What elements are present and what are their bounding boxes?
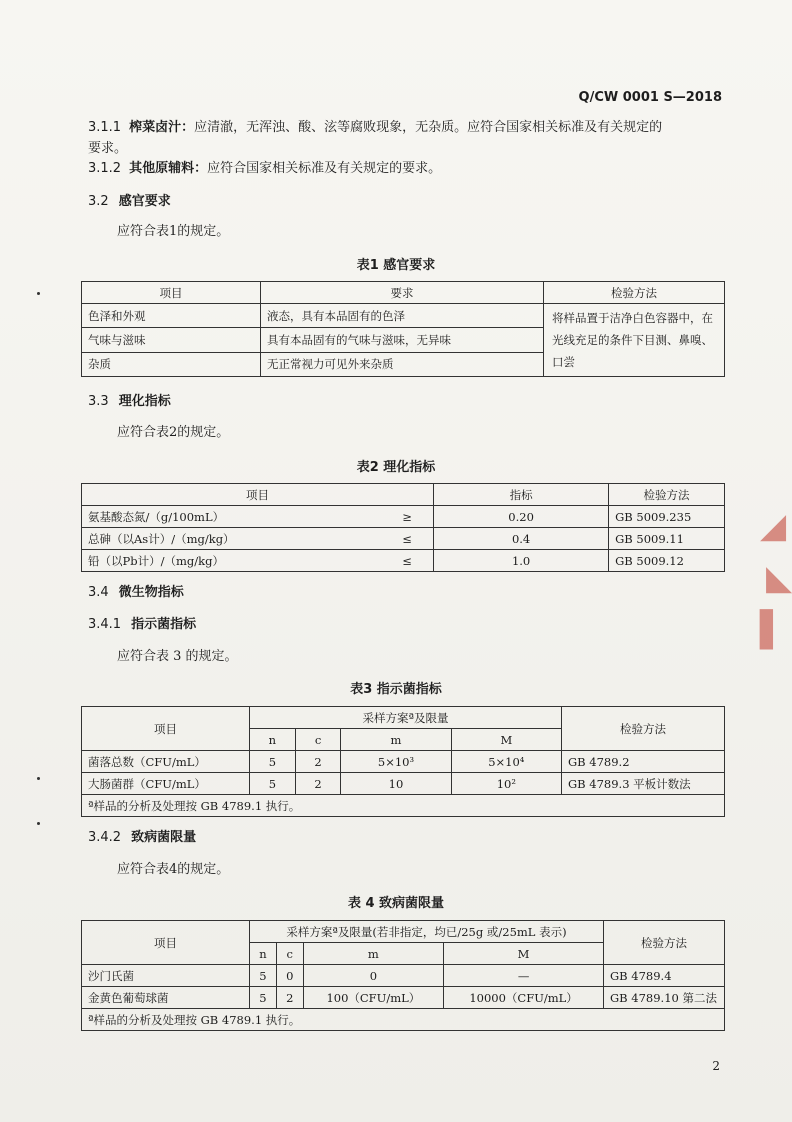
section-number: 3.2 (88, 194, 109, 209)
clause-number: 3.1.1 (88, 120, 122, 135)
table-header: 采样方案ª及限量(若非指定，均已/25g 或/25mL 表示) (250, 921, 604, 943)
table-row (82, 965, 725, 987)
table-footnote: ª样品的分析及处理按 GB 4789.1 执行。 (82, 1009, 725, 1031)
section-body: 应符合表2的规定。 (117, 425, 230, 440)
clause-title: 榨菜卤汁： (129, 120, 195, 135)
table-2-physicochemical (81, 483, 725, 572)
table-cell: 菌落总数（CFU/mL） (82, 751, 250, 773)
table-cell: 具有本品固有的气味与滋味，无异味 (261, 328, 544, 352)
clause-3-1-2 (88, 158, 722, 179)
table-cell: 5 (250, 751, 296, 773)
section-3-2 (88, 190, 171, 209)
table-row (82, 550, 725, 572)
section-3-4 (88, 581, 184, 600)
table-subheader: m (303, 943, 444, 965)
table-cell: 5×10⁴ (451, 751, 561, 773)
table-row (82, 304, 725, 328)
table-cell: 无正常视力可见外来杂质 (261, 352, 544, 376)
section-title: 致病菌限量 (131, 830, 197, 845)
table-cell: 0 (303, 965, 444, 987)
section-body: 应符合表1的规定。 (117, 224, 230, 239)
table-row (82, 751, 725, 773)
table-header: 采样方案ª及限量 (250, 707, 562, 729)
section-title: 感官要求 (118, 194, 171, 209)
table-cell: 5 (250, 987, 277, 1009)
table-cell: GB 4789.3 平板计数法 (562, 773, 725, 795)
table-cell: 10 (341, 773, 451, 795)
scan-speck (37, 777, 40, 780)
table-subheader: c (276, 943, 303, 965)
table-cell: 液态，具有本品固有的色泽 (261, 304, 544, 328)
table-row (82, 528, 725, 550)
table-cell: 5×10³ (341, 751, 451, 773)
table-cell: 金黄色葡萄球菌 (82, 987, 250, 1009)
table-3-indicator-bacteria (81, 706, 725, 817)
table-cell: 2 (295, 773, 341, 795)
table-subheader: M (444, 943, 604, 965)
table-cell: GB 4789.2 (562, 751, 725, 773)
table-header: 检验方法 (609, 484, 725, 506)
table-1-sensory (81, 281, 725, 377)
table-cell: 2 (295, 751, 341, 773)
scan-speck (37, 822, 40, 825)
clause-text-cont: 要求。 (88, 141, 128, 156)
table-cell: GB 5009.11 (609, 528, 725, 550)
section-body: 应符合表 3 的规定。 (117, 649, 238, 664)
table-header: 指标 (434, 484, 609, 506)
table-cell: 色泽和外观 (82, 304, 261, 328)
table-row (82, 773, 725, 795)
table-cell: 10000（CFU/mL） (444, 987, 604, 1009)
table-cell: 5 (250, 965, 277, 987)
table-cell-method: 将样品置于洁净白色容器中，在光线充足的条件下目测、鼻嗅、口尝 (544, 304, 725, 377)
table-cell: 铅（以Pb计）/（mg/kg） (82, 550, 382, 572)
table-subheader: M (451, 729, 561, 751)
table2-caption: 表2 理化指标 (356, 460, 436, 475)
table-cell: — (444, 965, 604, 987)
section-3-3 (88, 390, 171, 409)
red-seal-stamp: ◢ ◣ ▌ (760, 506, 792, 650)
clause-3-1-1 (88, 117, 722, 159)
table-header: 项目 (82, 707, 250, 751)
table-row (82, 506, 725, 528)
table-cell: GB 4789.4 (604, 965, 725, 987)
section-number: 3.4 (88, 585, 109, 600)
table-header: 检验方法 (544, 282, 725, 304)
table-cell: 0 (276, 965, 303, 987)
table-header: 项目 (82, 921, 250, 965)
table4-caption: 表 4 致病菌限量 (347, 896, 445, 911)
clause-number: 3.1.2 (88, 161, 122, 176)
section-number: 3.3 (88, 394, 109, 409)
table-cell: 2 (276, 987, 303, 1009)
table-cell: ≤ (381, 528, 434, 550)
table-cell: ≤ (381, 550, 434, 572)
table-subheader: n (250, 729, 296, 751)
table-cell: GB 4789.10 第二法 (604, 987, 725, 1009)
section-3-4-2 (88, 826, 196, 845)
table-subheader: n (250, 943, 277, 965)
section-title: 理化指标 (118, 394, 171, 409)
section-number: 3.4.1 (88, 617, 122, 632)
table-header: 检验方法 (604, 921, 725, 965)
clause-text: 应符合国家相关标准及有关规定的要求。 (207, 161, 442, 176)
table-cell: 100（CFU/mL） (303, 987, 444, 1009)
table-cell: 沙门氏菌 (82, 965, 250, 987)
table-cell: 氨基酸态氮/（g/100mL） (82, 506, 382, 528)
table-cell: ≥ (381, 506, 434, 528)
table-header: 要求 (261, 282, 544, 304)
table-cell: GB 5009.235 (609, 506, 725, 528)
section-title: 指示菌指标 (131, 617, 197, 632)
table-cell: 0.20 (434, 506, 609, 528)
table-cell: 5 (250, 773, 296, 795)
table-header: 检验方法 (562, 707, 725, 751)
section-number: 3.4.2 (88, 830, 122, 845)
scan-speck (37, 292, 40, 295)
table3-caption: 表3 指示菌指标 (350, 682, 442, 697)
table-cell: 杂质 (82, 352, 261, 376)
table-cell: 1.0 (434, 550, 609, 572)
table-subheader: m (341, 729, 451, 751)
page-number: 2 (712, 1059, 720, 1073)
table-header: 项目 (82, 282, 261, 304)
table-cell: 大肠菌群（CFU/mL） (82, 773, 250, 795)
table-cell: 0.4 (434, 528, 609, 550)
table-cell: GB 5009.12 (609, 550, 725, 572)
section-title: 微生物指标 (118, 585, 184, 600)
clause-text: 应清澈，无浑浊、酸、泫等腐败现象，无杂质。应符合国家相关标准及有关规定的 (194, 120, 663, 135)
standard-number: Q/CW 0001 S—2018 (578, 90, 722, 105)
section-body: 应符合表4的规定。 (117, 862, 230, 877)
clause-title: 其他原辅料： (129, 161, 208, 176)
table-4-pathogen-limits (81, 920, 725, 1031)
table-subheader: c (295, 729, 341, 751)
table-header: 项目 (82, 484, 434, 506)
table-row (82, 987, 725, 1009)
table1-caption: 表1 感官要求 (356, 258, 436, 273)
table-cell: 气味与滋味 (82, 328, 261, 352)
table-footnote: ª样品的分析及处理按 GB 4789.1 执行。 (82, 795, 725, 817)
table-cell: 总砷（以As计）/（mg/kg） (82, 528, 382, 550)
table-cell: 10² (451, 773, 561, 795)
section-3-4-1 (88, 613, 196, 632)
